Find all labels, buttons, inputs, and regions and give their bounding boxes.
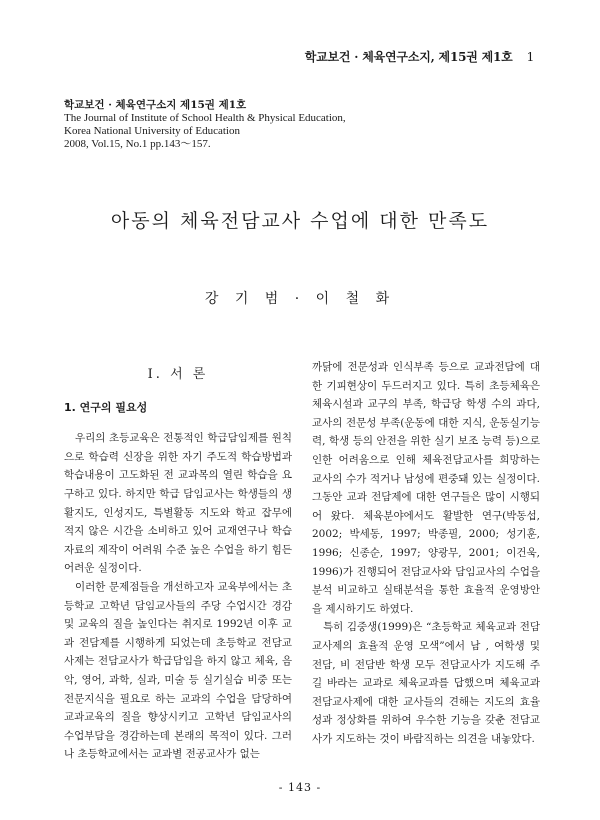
left-column bbox=[64, 358, 292, 764]
section-title: I. 서 론 bbox=[147, 367, 209, 382]
page-number-footer: - 143 - bbox=[278, 781, 322, 794]
paper-authors: 강 기 범 · 이 철 화 bbox=[204, 291, 396, 307]
left-paragraph-1: 우리의 초등교육은 전통적인 학급담임제를 원칙으로 학습력 신장을 위한 자기 주도적 학습방법과 학습내용이 고도화된 전 교과목의 열린 학습을 요구하고 있다. 하지만 학급 담임교사는 학생들의 생활지도, 인성지도, 특별활동 지도와 학교 잡무에 적지 않은 시간을 소비하고 있어 교재연구나 학습자료의 제작이 어려워 수준 높은 수업을 하기 힘든 어려운 실정이다. bbox=[64, 432, 292, 575]
journal-name-english: The Journal of Institute of School Health & Physical Education, bbox=[64, 112, 346, 124]
journal-institution: Korea National University of Education bbox=[64, 125, 240, 137]
right-paragraph-2: 특히 김중생(1999)은 “초등학교 체육교과 전담교사제의 효율적 운영 모색”에서 남 , 여학생 및 전담, 비 전담반 학생 모두 전담교사가 지도해 주길 바라는 교과로 체육교과를 답했으며 체육교과 전담교사제에 대한 교사들의 견해는 지도의 효율성과 정상화를 위하여 우수한 기능을 갖춘 전담교사가 지도하는 것이 바람직하는 의견을 내놓았다. bbox=[312, 621, 540, 745]
running-head-page-number: 1 bbox=[526, 50, 534, 64]
journal-info bbox=[64, 99, 346, 151]
journal-citation: 2008, Vol.15, No.1 pp.143～157. bbox=[64, 138, 211, 150]
journal-name-korean: 학교보건 · 체육연구소지 제15권 제1호 bbox=[64, 99, 247, 111]
subsection-title: 1. 연구의 필요성 bbox=[64, 400, 148, 414]
running-head-text: 학교보건 · 체육연구소지, 제15권 제1호 bbox=[304, 50, 513, 64]
right-paragraph-1: 까닭에 전문성과 인식부족 등으로 교과전담에 대한 기피현상이 두드러지고 있다. 특히 초등체육은 체육시설과 교구의 부족, 학급당 학생 수의 과다, 교사의 전문성 부족(운동에 대한 지식, 운동실기능력, 학생 등의 안전을 위한 실기 보조 능력 등)으로 인한 어려움으로 인해 체육전담교사를 희망하는 교사의 수가 적거나 남성에 편중돼 있는 실정이다. 그동안 교과 전담제에 대한 연구들은 많이 시행되어 왔다. 체육분야에서도 활발한 연구(박동섭, 2002; 박세동, 1997; 박종필, 2000; 성기훈, 1996; 신종순, 1997; 양광무, 2001; 이건욱, 1996)가 진행되어 전담교사와 담임교사의 수업을 분석 비교하고 실태분석을 통한 효율적 운영방안을 제시하기도 하였다. bbox=[312, 361, 540, 615]
right-column bbox=[312, 358, 540, 748]
paper-title: 아동의 체육전담교사 수업에 대한 만족도 bbox=[110, 210, 490, 232]
left-paragraph-2: 이러한 문제점들을 개선하고자 교육부에서는 초등학교 고학년 담임교사들의 주당 수업시간 경감 및 교육의 질을 높인다는 취지로 1992년 이후 교과 전담제를 시행하게 되었는데 초등학교 전담교사제는 전담교사가 학급담임을 하지 않고 체육, 음악, 영어, 과학, 실과, 미술 등 실기실습 비중 또는 전문지식을 필요로 하는 교과의 수업을 담당하여 교과교육의 질을 향상시키고 고학년 담임교사의 수업부담을 경감하는데 본래의 목적이 있다. 그러나 초등학교에서는 교과별 전공교사가 없는 bbox=[64, 580, 292, 761]
running-head bbox=[305, 48, 534, 65]
